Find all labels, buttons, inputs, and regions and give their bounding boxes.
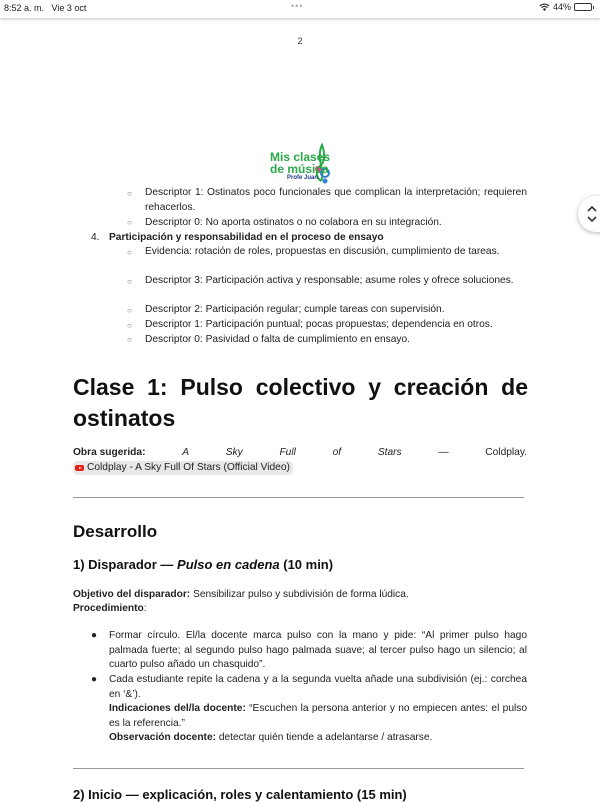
bullet-circle-icon: ○ <box>127 218 132 227</box>
criterion-item: Descriptor 2: Participación regular; cumple tareas con supervisión. <box>145 304 445 315</box>
battery-icon <box>574 3 592 11</box>
logo-line-1: Mis clases <box>270 150 331 164</box>
rubric-descriptor: Descriptor 0: No aporta ostinatos o no colabora en su integración. <box>145 217 442 228</box>
rubric-descriptor: Descriptor 1: Ostinatos poco funcionales que complican la interpretación; requieren rehacerlos. <box>145 187 527 213</box>
criterion-item: Descriptor 1: Participación puntual; pocas propuestas; dependencia en otros. <box>145 319 493 330</box>
criterion-item: Evidencia: rotación de roles, propuestas en discusión, cumplimiento de tareas. <box>145 246 500 257</box>
step1-bullet: Formar círculo. El/la docente marca pulso con la mano y pide: “Al primer pulso hago palmada fuerte; al segundo pulso hago palmada suave; al tercer pulso hago un silencio; al cuarto pulso añado un chasquido”. <box>109 630 527 670</box>
chevron-up-down-icon <box>586 204 598 224</box>
bullet-circle-icon: ○ <box>127 335 132 344</box>
suggested-work-title: Sky <box>225 447 243 458</box>
bullet-circle-icon: ○ <box>127 248 132 257</box>
step1-procedure-label: Procedimiento: <box>73 603 147 614</box>
suggested-work-title: of <box>332 447 342 458</box>
suggested-work-label: Obra sugerida: <box>73 447 146 458</box>
bullet-circle-icon: ○ <box>127 189 132 198</box>
class-title: Clase 1: Pulso colectivo y creación de ostinatos <box>73 374 528 431</box>
logo-line-2: de música <box>270 162 329 176</box>
suggested-work-artist: Coldplay. <box>485 447 527 458</box>
wifi-icon <box>539 3 550 11</box>
suggested-work-title: Full <box>279 447 296 458</box>
step1-title: 1) Disparador — Pulso en cadena (10 min) <box>73 557 334 572</box>
criterion-number: 4. <box>91 232 100 243</box>
step1-observation: Observación docente: detectar quién tiende a adelantarse / atrasarse. <box>109 732 433 743</box>
bullet-dot-icon: ● <box>91 630 98 641</box>
bullet-circle-icon: ○ <box>127 306 132 315</box>
logo-line-3: Profe Juan <box>287 175 319 181</box>
criterion-title: Participación y responsabilidad en el proceso de ensayo <box>109 232 384 243</box>
criterion-item: Descriptor 3: Participación activa y responsable; asume roles y ofrece soluciones. <box>145 275 514 286</box>
step1-indications: Indicaciones del/la docente: “Escuchen la persona anterior y no empiecen antes: el pulso es la referencia.” <box>109 703 528 729</box>
bullet-circle-icon: ○ <box>127 277 132 286</box>
youtube-link-chip[interactable] <box>73 461 293 475</box>
suggested-work <box>73 446 527 461</box>
suggested-work-title: A <box>182 447 189 458</box>
battery-percent: 44% <box>552 2 571 12</box>
status-bar <box>0 0 600 18</box>
suggested-work-title: Stars <box>377 447 402 458</box>
bullet-dot-icon: ● <box>91 674 98 685</box>
step2-title: 2) Inicio — explicación, roles y calentamiento (15 min) <box>73 787 407 802</box>
step1-bullet: Cada estudiante repite la cadena y a la segunda vuelta añade una subdivisión (ej.: corchea en ‘&’). <box>109 674 527 700</box>
logo <box>267 141 337 185</box>
step1-objective: Objetivo del disparador: Sensibilizar pulso y subdivisión de forma lúdica. <box>73 589 409 600</box>
divider <box>73 768 524 769</box>
divider <box>73 497 524 498</box>
multitasking-dots[interactable]: ••• <box>291 1 304 11</box>
status-right <box>539 2 592 12</box>
youtube-icon <box>75 465 84 471</box>
scroll-navigation-button[interactable] <box>578 196 600 232</box>
criterion-item: Descriptor 0: Pasividad o falta de cumplimiento en ensayo. <box>145 334 411 345</box>
dash: — <box>438 447 449 458</box>
section-title: Desarrollo <box>73 522 158 541</box>
page-number: 2 <box>297 36 303 46</box>
status-time: 8:52 a. m. Vie 3 oct <box>4 3 87 13</box>
youtube-link-label[interactable]: Coldplay - A Sky Full Of Stars (Official Video) <box>87 462 290 473</box>
bullet-circle-icon: ○ <box>127 321 132 330</box>
